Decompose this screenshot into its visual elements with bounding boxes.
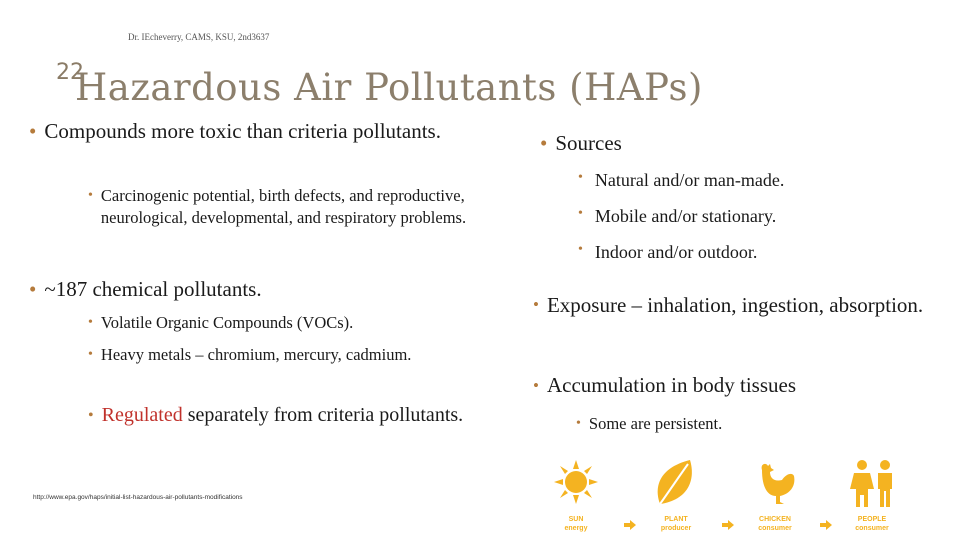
label-primary: PEOPLE: [857, 516, 887, 523]
bullet-text: Heavy metals – chromium, mercury, cadmium.: [100, 345, 412, 364]
bullet-persistent: [576, 413, 722, 435]
bullet-text: Some are persistent.: [588, 414, 723, 433]
bullet-dot: •: [88, 188, 93, 203]
bullet-regulated: [88, 401, 488, 430]
header-note: Dr. IEcheverry, CAMS, KSU, 2nd3637: [128, 32, 270, 42]
bullet-text: Compounds more toxic than criteria pollutants.: [44, 119, 441, 143]
bullet-dot: •: [578, 206, 583, 221]
bullet-dot: •: [88, 407, 94, 424]
bullet-source-indoor: [578, 242, 757, 263]
bullet-text: Natural and/or man-made.: [594, 170, 785, 190]
bullet-vocs: [88, 312, 498, 334]
label-primary: SUN: [568, 516, 584, 523]
people-icon: [848, 459, 898, 509]
bullet-dot: •: [88, 315, 93, 330]
regulated-rest: separately from criteria pollutants.: [182, 404, 464, 426]
label-primary: CHICKEN: [759, 516, 791, 523]
sun-label: [548, 515, 604, 533]
bullet-dot: •: [576, 416, 581, 431]
plant-label: [648, 515, 704, 533]
bullet-source-natural: [578, 170, 784, 191]
food-chain-graphic: [540, 455, 920, 540]
source-url: http://www.epa.gov/haps/initial-list-hazardous-air-pollutants-modifications: [33, 494, 243, 501]
slide-title: Hazardous Air Pollutants (HAPs): [75, 66, 703, 109]
bullet-exposure: [533, 287, 948, 323]
slide-number: 22: [56, 60, 84, 85]
bullet-dot: •: [88, 347, 93, 362]
people-label: [844, 515, 900, 533]
bullet-text: Accumulation in body tissues: [546, 373, 797, 397]
bullet-text: Volatile Organic Compounds (VOCs).: [100, 313, 354, 332]
regulated-highlight: Regulated: [101, 404, 183, 426]
label-secondary: energy: [564, 525, 588, 532]
bullet-health-effects: [88, 185, 498, 229]
bullet-accumulation: [533, 371, 796, 400]
label-secondary: consumer: [855, 525, 889, 532]
bullet-text: Carcinogenic potential, birth defects, and reproductive, neurological, developmental, and respiratory problems.: [100, 186, 467, 227]
label-secondary: producer: [660, 525, 692, 532]
bullet-text: [102, 401, 464, 430]
bullet-text: Mobile and/or stationary.: [594, 206, 777, 226]
bullet-dot: •: [29, 119, 37, 143]
bullet-dot: •: [578, 170, 583, 185]
bullet-heavy-metals: [88, 344, 448, 366]
bullet-compounds: [29, 117, 469, 146]
bullet-text: Sources: [555, 131, 622, 155]
bullet-text: Indoor and/or outdoor.: [594, 242, 758, 262]
label-secondary: consumer: [758, 525, 792, 532]
bullet-187-pollutants: [29, 275, 469, 304]
arrow-right-icon: [820, 520, 832, 530]
bullet-text: ~187 chemical pollutants.: [44, 277, 262, 301]
bullet-text: Exposure – inhalation, ingestion, absorption.: [546, 293, 924, 317]
bullet-dot: •: [29, 277, 37, 301]
bullet-dot: •: [533, 376, 539, 395]
bullet-dot: •: [540, 131, 548, 155]
label-primary: PLANT: [664, 516, 688, 523]
arrow-right-icon: [624, 520, 636, 530]
bullet-dot: •: [533, 295, 539, 314]
bullet-sources: [540, 129, 622, 158]
bullet-dot: •: [578, 242, 583, 257]
sun-icon: [554, 460, 598, 504]
arrow-right-icon: [722, 520, 734, 530]
leaf-icon: [652, 458, 698, 508]
chicken-label: [747, 515, 803, 533]
bullet-source-mobile: [578, 206, 776, 227]
chicken-icon: [752, 460, 798, 506]
